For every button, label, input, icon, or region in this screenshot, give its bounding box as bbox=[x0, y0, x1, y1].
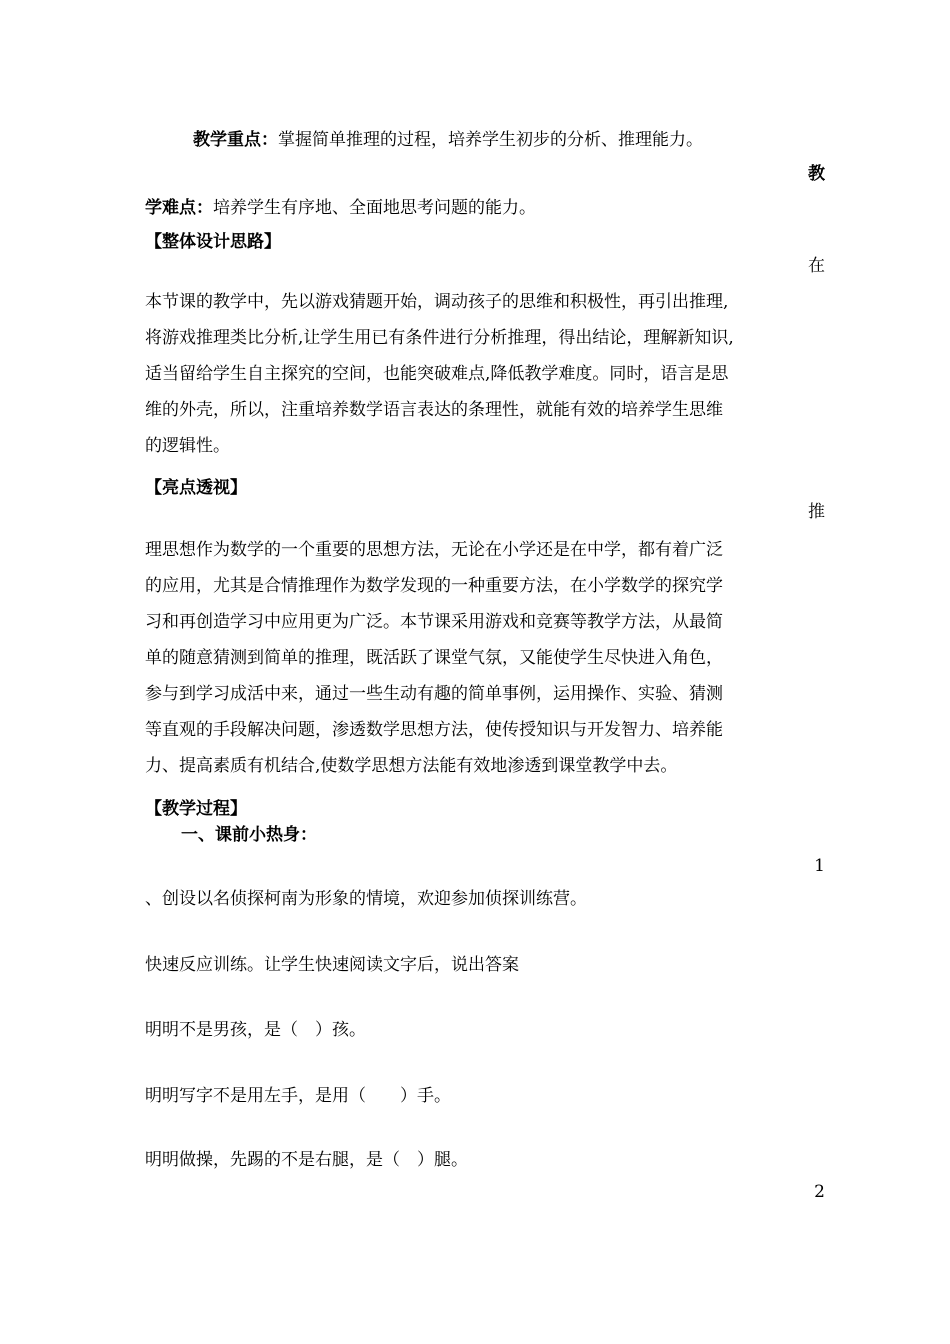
teaching-difficulty-label-start: 教 bbox=[808, 164, 825, 184]
highlights-line-3: 习和再创造学习中应用更为广泛。本节课采用游戏和竞赛等教学方法，从最简 bbox=[145, 612, 723, 632]
highlights-line-2: 的应用，尤其是合情推理作为数学发现的一种重要方法，在小学数学的探究学 bbox=[145, 576, 723, 596]
item-1-line-2: 快速反应训练。让学生快速阅读文字后，说出答案 bbox=[145, 955, 519, 975]
item-1-text: 、创设以名侦探柯南为形象的情境，欢迎参加侦探训练营。 bbox=[145, 889, 587, 909]
design-line-3: 适当留给学生自主探究的空间，也能突破难点,降低教学难度。同时，语言是思 bbox=[145, 364, 729, 384]
design-first-char: 在 bbox=[808, 256, 825, 276]
process-heading: 【教学过程】 bbox=[145, 799, 247, 819]
teaching-difficulty-label: 学难点： bbox=[145, 198, 213, 218]
item-2-number: 2 bbox=[814, 1182, 825, 1202]
design-line-5: 的逻辑性。 bbox=[145, 436, 230, 456]
highlights-heading: 【亮点透视】 bbox=[145, 478, 247, 498]
highlights-first-char: 推 bbox=[808, 502, 825, 522]
item-1-number: 1 bbox=[814, 856, 825, 876]
teaching-focus-text: 掌握简单推理的过程，培养学生初步的分析、推理能力。 bbox=[278, 130, 703, 150]
teaching-focus-label: 教学重点： bbox=[193, 130, 278, 150]
teaching-difficulty-text: 培养学生有序地、全面地思考问题的能力。 bbox=[213, 198, 536, 218]
question-2: 明明写字不是用左手，是用（ ）手。 bbox=[145, 1086, 451, 1106]
section-warmup-heading: 一、课前小热身： bbox=[181, 825, 317, 845]
design-line-2: 将游戏推理类比分析,让学生用已有条件进行分析推理，得出结论，理解新知识, bbox=[145, 328, 734, 348]
highlights-line-5: 参与到学习成活中来，通过一些生动有趣的简单事例，运用操作、实验、猜测 bbox=[145, 684, 723, 704]
highlights-line-1: 理思想作为数学的一个重要的思想方法，无论在小学还是在中学，都有着广泛 bbox=[145, 540, 723, 560]
design-heading: 【整体设计思路】 bbox=[145, 232, 281, 252]
highlights-line-4: 单的随意猜测到简单的推理，既活跃了课堂气氛，又能使学生尽快进入角色， bbox=[145, 648, 723, 668]
design-line-4: 维的外壳，所以，注重培养数学语言表达的条理性，就能有效的培养学生思维 bbox=[145, 400, 723, 420]
highlights-line-6: 等直观的手段解决问题，渗透数学思想方法，使传授知识与开发智力、培养能 bbox=[145, 720, 723, 740]
question-1: 明明不是男孩，是（ ）孩。 bbox=[145, 1020, 366, 1040]
teaching-focus-line bbox=[193, 128, 703, 152]
question-3: 明明做操，先踢的不是右腿，是（ ）腿。 bbox=[145, 1150, 468, 1170]
teaching-difficulty-line bbox=[145, 196, 536, 220]
design-line-1: 本节课的教学中，先以游戏猜题开始，调动孩子的思维和积极性，再引出推理, bbox=[145, 292, 729, 312]
highlights-line-7: 力、提高素质有机结合,使数学思想方法能有效地渗透到课堂教学中去。 bbox=[145, 756, 678, 776]
